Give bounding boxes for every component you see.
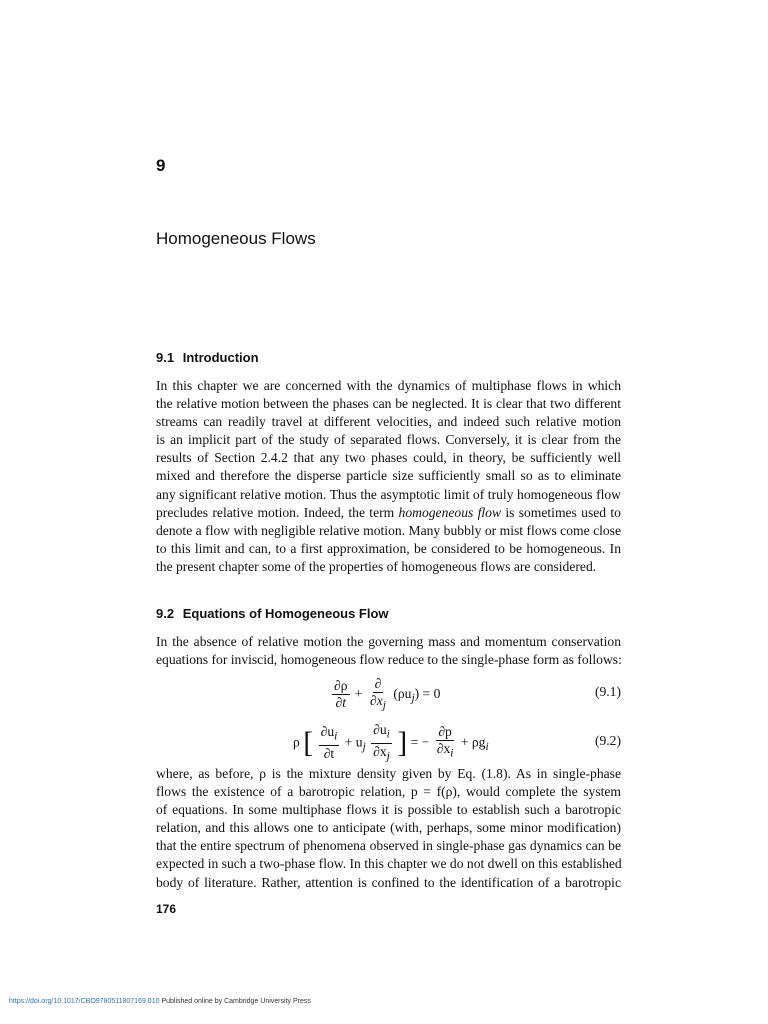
text-line: flows the existence of a barotropic relation, p = f(ρ), would complete the system [156, 784, 621, 800]
introduction-paragraph [156, 377, 621, 576]
equation-number: (9.2) [594, 733, 621, 748]
fraction: $\frac{\partial u_i}{\partial t}$ [320, 724, 338, 762]
text-line: denote a flow with negligible relative motion. Many bubbly or mist flows come close [156, 522, 621, 538]
section-number: 9.2 [156, 606, 175, 621]
section-title: Equations of Homogeneous Flow [182, 606, 389, 621]
fraction: $\frac{\partial u_i}{\partial x_j}$ [373, 722, 390, 763]
after-equations-paragraph [156, 765, 621, 892]
text-line: where, as before, ρ is the mixture density given by Eq. (1.8). As in single-phase [156, 766, 621, 781]
doi-link[interactable]: https://doi.org/10.1017/CBO9780511807169.010 [9, 998, 160, 1005]
text-segment: is sometimes used to [501, 504, 621, 520]
page-number: 176 [156, 902, 177, 916]
emphasized-term: homogeneous flow [398, 504, 502, 520]
text-line: relation, and this allows one to anticipate (with, perhaps, some minor modification) [156, 820, 621, 836]
text-line: to this limit and can, to a first approximation, be considered to be homogeneous. In [156, 540, 621, 556]
equations-intro-paragraph [156, 633, 621, 669]
text-line: body of literature. Rather, attention is confined to the identification of a barotropic [156, 874, 621, 890]
text-line: In this chapter we are concerned with the dynamics of multiphase flows in which [156, 378, 621, 393]
fraction: $\frac{\partial p}{\partial x_i}$ [436, 724, 454, 761]
footer [9, 998, 311, 1005]
text-segment: precludes relative motion. Indeed, the term [156, 504, 399, 520]
left-bracket: [ [303, 726, 314, 760]
section-title: Introduction [182, 350, 259, 365]
text-line: equations for inviscid, homogeneous flow reduce to the single-phase form as follows: [156, 652, 622, 668]
equation-number: (9.1) [594, 684, 621, 699]
footer-text: Published online by Cambridge University Press [159, 998, 311, 1005]
section-heading-introduction [156, 350, 259, 365]
text-line: results of Section 2.4.2 that any two phases could, in theory, be sufficiently well [156, 450, 621, 466]
chapter-number: 9 [156, 156, 166, 175]
text-line: streams can readily travel at different velocities, and indeed such relative motion [156, 414, 621, 430]
chapter-title: Homogeneous Flows [156, 229, 316, 248]
equation-9-1: $\frac{\partial\rho}{\partial t}$ + $\frac{\partial}{\partial x_j}$ $(\rho u_j) = 0$ [334, 676, 441, 712]
fraction: $\frac{\partial\rho}{\partial t}$ [334, 678, 348, 711]
text-line: is an implicit part of the study of separated flows. Conversely, it is clear from the [156, 432, 621, 448]
section-heading-equations [156, 606, 389, 621]
fraction: $\frac{\partial}{\partial x_j}$ [370, 676, 386, 712]
text-line: In the absence of relative motion the governing mass and momentum conservation [156, 634, 621, 649]
section-number: 9.1 [156, 350, 175, 365]
equation-9-2: ρ [ $\frac{\partial u_i}{\partial t}$ + $u_j$ $\frac{\partial u_i}{\partial x_j}$ ] = − $\frac{\partial p}{\partial x_i}$ + $\rho g_i$ [293, 722, 489, 763]
text-line: of equations. In some multiphase flows it is possible to establish such a barotropic [156, 802, 621, 818]
text-line: expected in such a two-phase flow. In this chapter we do not dwell on this established [156, 856, 622, 872]
text-line: mixed and therefore the disperse particle size sufficiently small so as to eliminate [156, 468, 621, 484]
text-line-with-emphasis [156, 504, 621, 522]
right-bracket: ] [397, 726, 408, 760]
text-line: that the entire spectrum of phenomena observed in single-phase gas dynamics can be [156, 838, 621, 854]
text-line: the present chapter some of the properties of homogeneous flows are considered. [156, 558, 597, 574]
text-line: any significant relative motion. Thus the asymptotic limit of truly homogeneous flow [156, 486, 621, 502]
text-line: the relative motion between the phases can be neglected. It is clear that two different [156, 396, 621, 412]
